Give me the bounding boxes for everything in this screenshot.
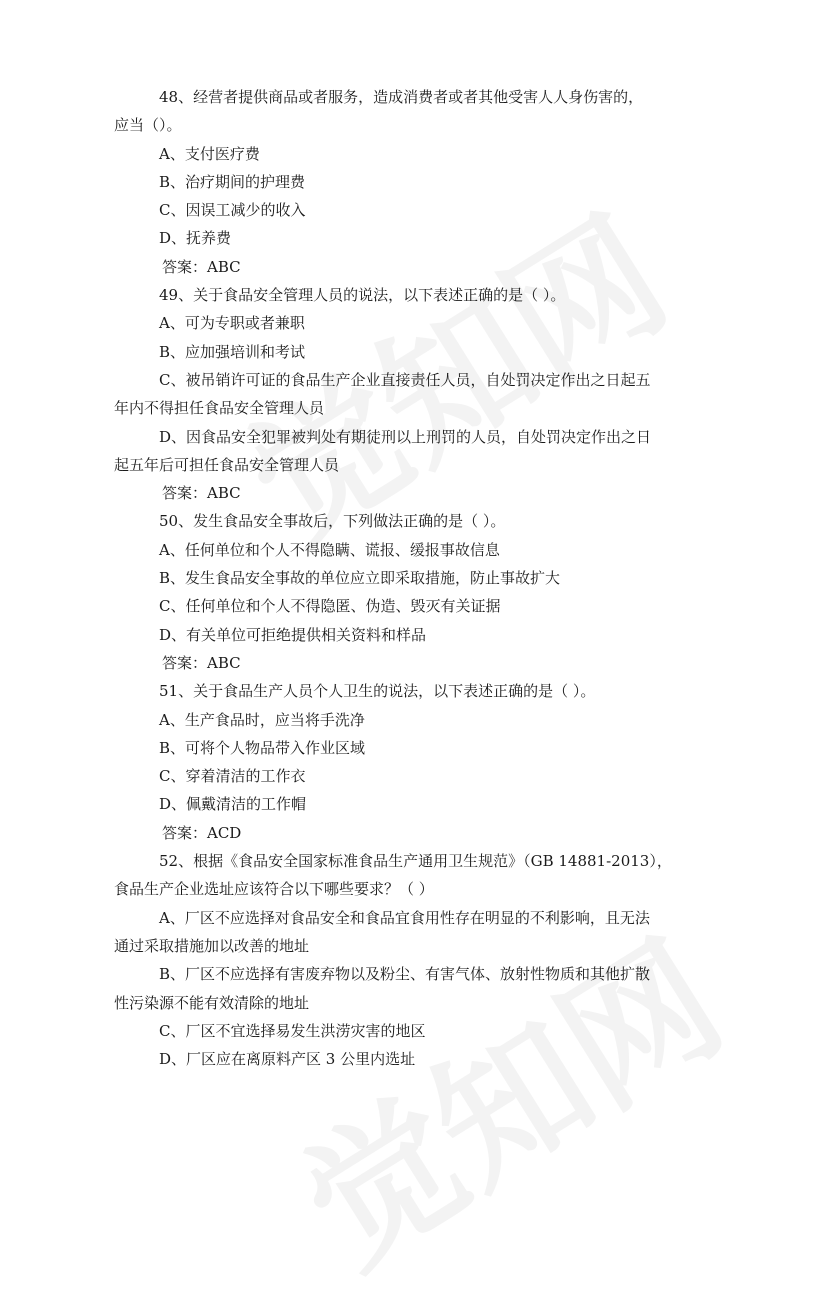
option-52-a-line-1: A、厂区不应选择对食品安全和食品宜食用性存在明显的不利影响，且无法 (159, 908, 650, 927)
option-48-a: A、支付医疗费 (159, 144, 260, 163)
question-52-line-2: 食品生产企业选址应该符合以下哪些要求？（ ） (114, 880, 434, 899)
option-50-b: B、发生食品安全事故的单位应立即采取措施，防止事故扩大 (159, 569, 561, 588)
option-51-a: A、生产食品时，应当将手洗净 (159, 710, 365, 729)
option-52-a-line-2: 通过采取措施加以改善的地址 (114, 936, 310, 955)
document-body (114, 83, 714, 1073)
question-49: 49、关于食品安全管理人员的说法，以下表述正确的是（ ）。 (159, 286, 566, 305)
option-52-b-line-2: 性污染源不能有效清除的地址 (114, 993, 310, 1012)
question-50: 50、发生食品安全事故后，下列做法正确的是（ ）。 (159, 512, 506, 531)
question-48-line-2: 应当（）。 (114, 116, 182, 135)
question-51: 51、关于食品生产人员个人卫生的说法，以下表述正确的是（ ）。 (159, 682, 596, 701)
answer-48: 答案：ABC (162, 257, 241, 276)
option-51-b: B、可将个人物品带入作业区域 (159, 738, 366, 757)
answer-50: 答案：ABC (162, 653, 241, 672)
option-52-d: D、厂区应在离原料产区 3 公里内选址 (159, 1050, 416, 1069)
answer-51: 答案：ACD (162, 823, 242, 842)
option-48-c: C、因误工减少的收入 (159, 201, 306, 220)
option-49-c-line-1: C、被吊销许可证的食品生产企业直接责任人员，自处罚决定作出之日起五 (159, 370, 651, 389)
option-48-d: D、抚养费 (159, 229, 232, 248)
option-50-a: A、任何单位和个人不得隐瞒、谎报、缓报事故信息 (159, 540, 500, 559)
option-49-d-line-1: D、因食品安全犯罪被判处有期徒刑以上刑罚的人员，自处罚决定作出之日 (159, 427, 652, 446)
option-49-c-line-2: 年内不得担任食品安全管理人员 (114, 399, 325, 418)
option-48-b: B、治疗期间的护理费 (159, 172, 306, 191)
option-49-a: A、可为专职或者兼职 (159, 314, 305, 333)
answer-49: 答案：ABC (162, 484, 241, 503)
option-50-c: C、任何单位和个人不得隐匿、伪造、毁灭有关证据 (159, 597, 501, 616)
option-49-d-line-2: 起五年后可担任食品安全管理人员 (114, 455, 340, 474)
option-50-d: D、有关单位可拒绝提供相关资料和样品 (159, 625, 427, 644)
option-51-c: C、穿着清洁的工作衣 (159, 767, 306, 786)
option-52-b-line-1: B、厂区不应选择有害废弃物以及粉尘、有害气体、放射性物质和其他扩散 (159, 965, 651, 984)
question-52-line-1: 52、根据《食品安全国家标准食品生产通用卫生规范》（GB 14881-2013）， (159, 852, 672, 871)
question-48-line-1: 48、经营者提供商品或者服务，造成消费者或者其他受害人人身伤害的， (159, 88, 644, 106)
option-51-d: D、佩戴清洁的工作帽 (159, 795, 307, 814)
option-49-b: B、应加强培训和考试 (159, 342, 306, 361)
option-52-c: C、厂区不宜选择易发生洪涝灾害的地区 (159, 1021, 426, 1040)
